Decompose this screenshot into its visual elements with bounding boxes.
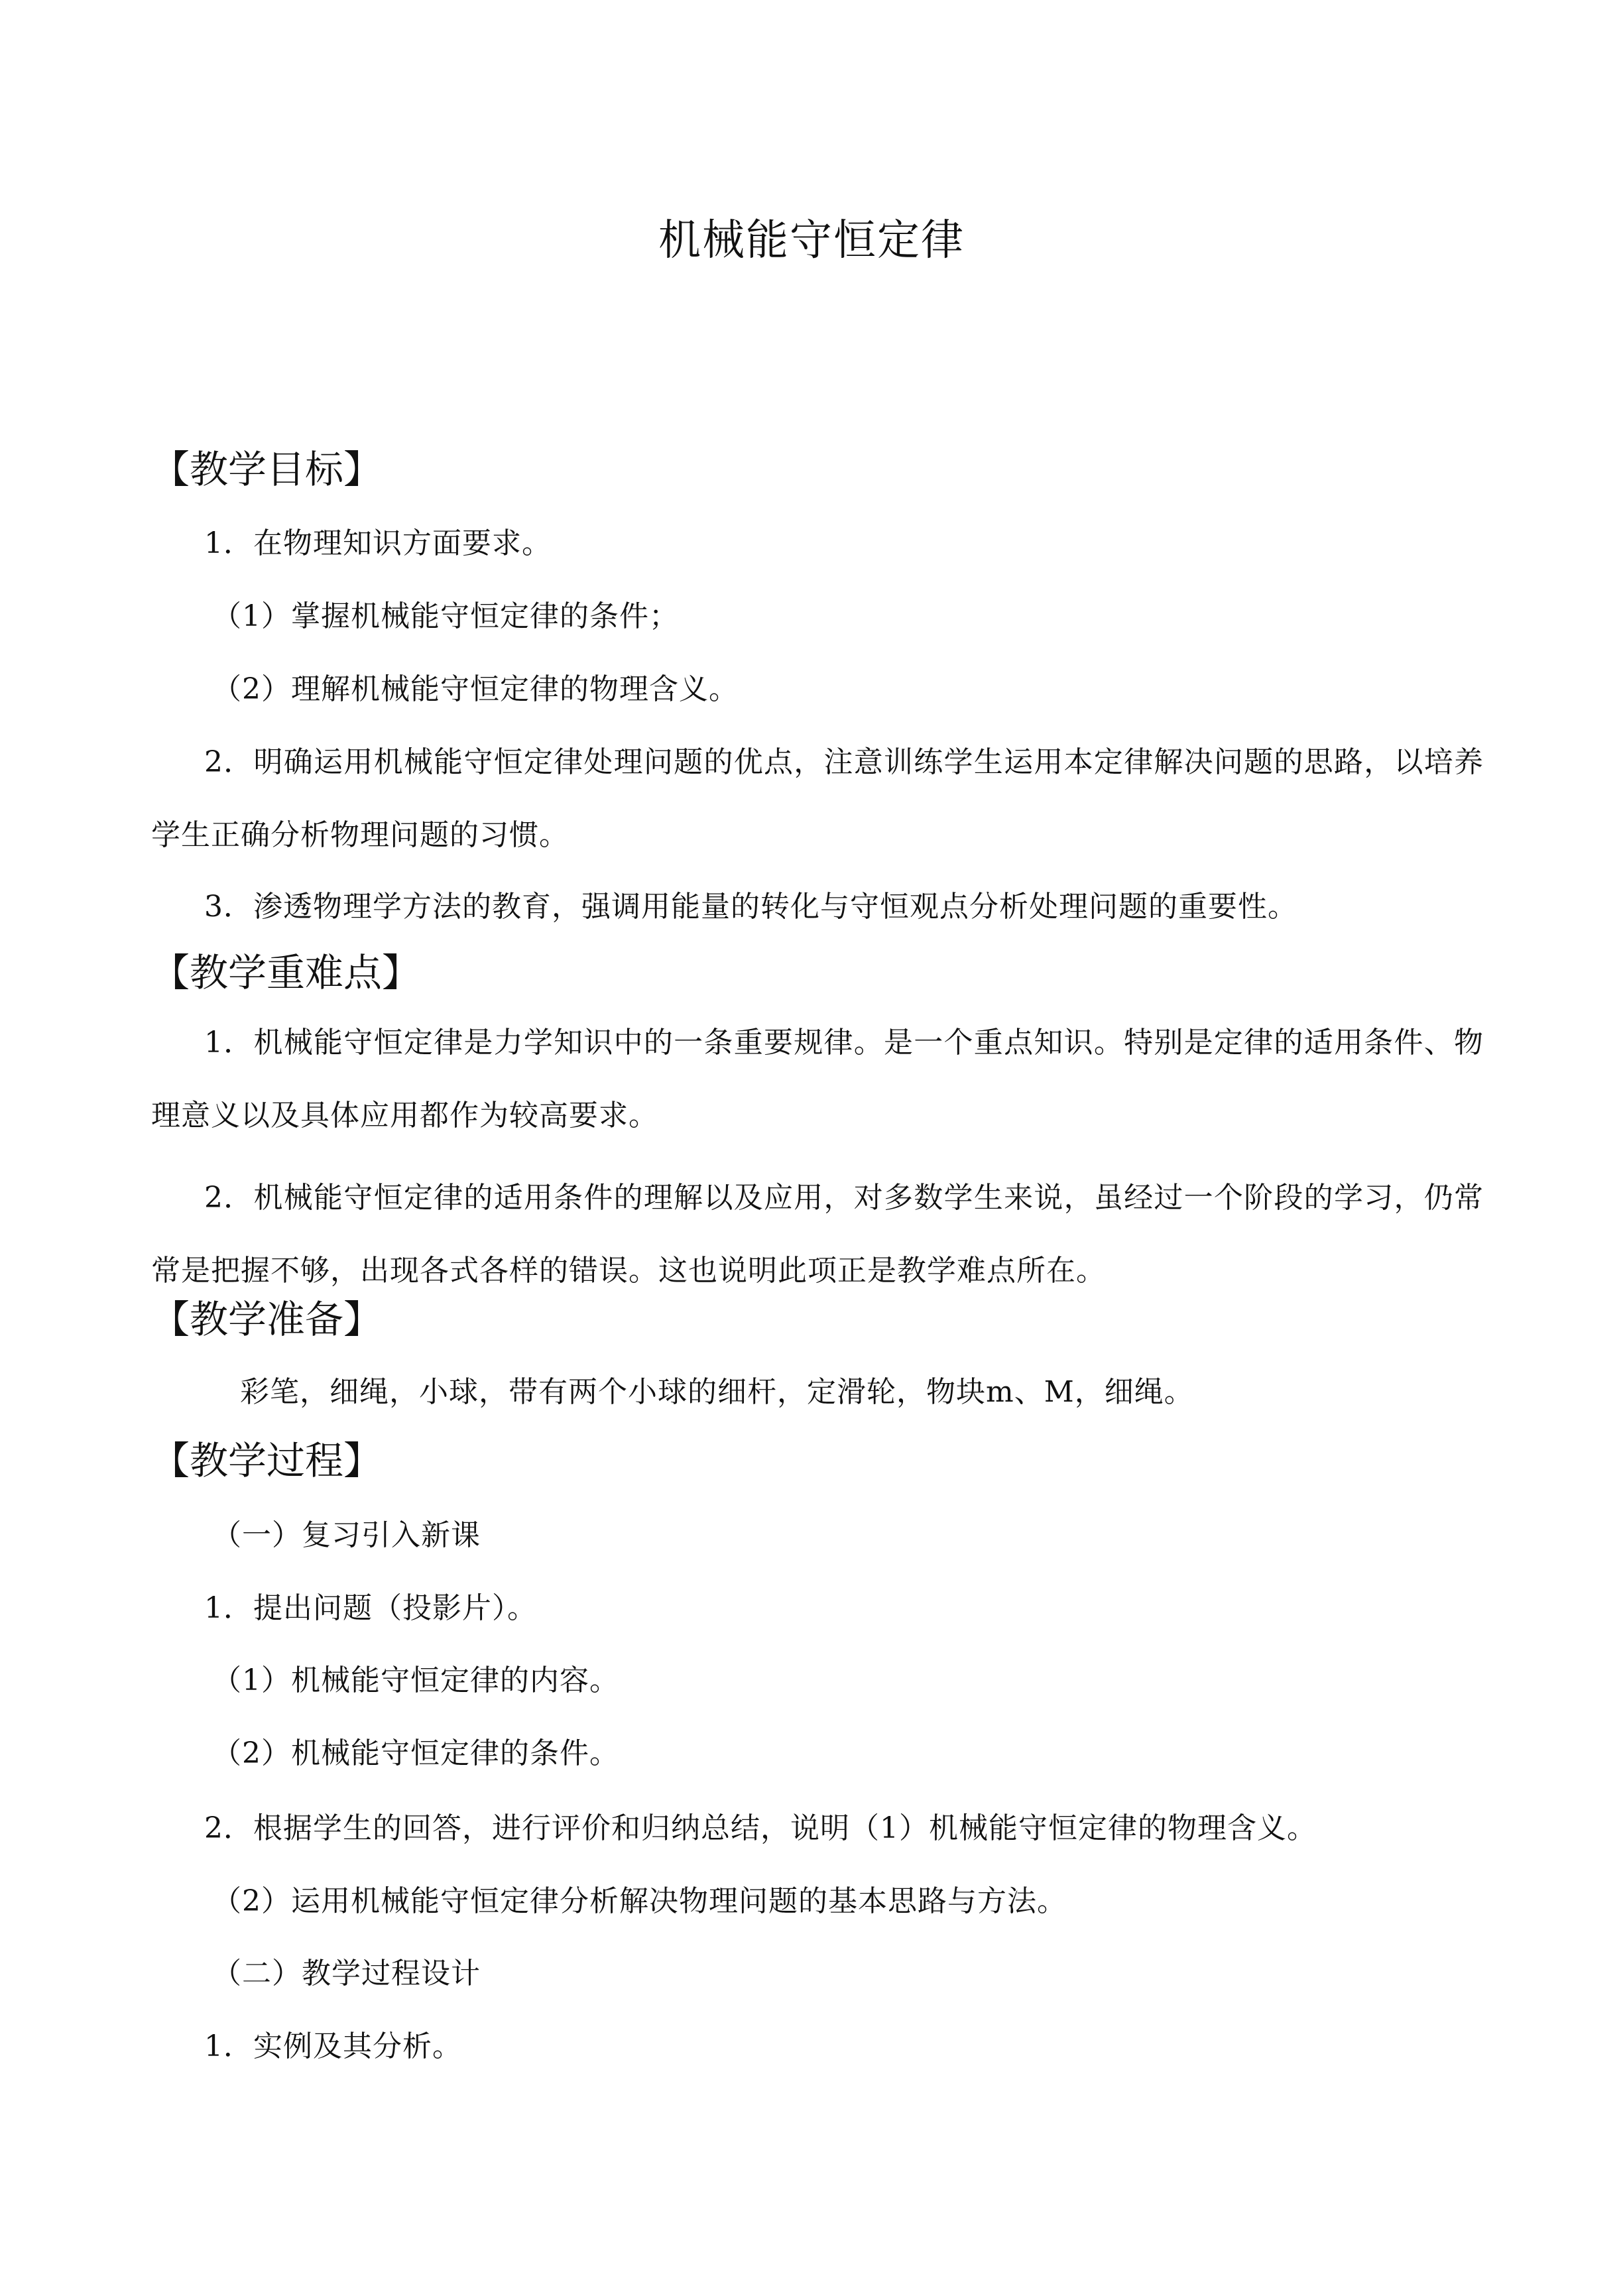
process-item-3: 1．实例及其分析。 xyxy=(204,2029,462,2063)
process-item-2: 2．根据学生的回答，进行评价和归纳总结，说明（1）机械能守恒定律的物理含义。 xyxy=(204,1811,1317,1845)
document-title: 机械能守恒定律 xyxy=(658,216,965,265)
process-item-1a: （1）机械能守恒定律的内容。 xyxy=(212,1663,619,1697)
process-subsection-2: （二）教学过程设计 xyxy=(212,1957,481,1990)
process-item-2a: （2）运用机械能守恒定律分析解决物理问题的基本思路与方法。 xyxy=(212,1884,1067,1918)
section-heading-objectives: 【教学目标】 xyxy=(151,447,383,492)
key-points-item-2: 2．机械能守恒定律的适用条件的理解以及应用，对多数学生来说，虽经过一个阶段的学习，仍常常是把握不够，出现各式各样的错误。这也说明此项正是教学难点所在。 xyxy=(151,1181,1484,1288)
preparation-materials: 彩笔，细绳，小球，带有两个小球的细杆，定滑轮，物块m、M，细绳。 xyxy=(240,1375,1194,1409)
objectives-item-1: 1．在物理知识方面要求。 xyxy=(204,526,552,560)
process-item-1b: （2）机械能守恒定律的条件。 xyxy=(212,1736,619,1770)
process-item-1: 1．提出问题（投影片）。 xyxy=(204,1591,537,1625)
objectives-item-1a: （1）掌握机械能守恒定律的条件； xyxy=(212,599,679,633)
section-heading-process: 【教学过程】 xyxy=(151,1438,383,1483)
objectives-item-1b: （2）理解机械能守恒定律的物理含义。 xyxy=(212,672,739,706)
objectives-item-2: 2．明确运用机械能守恒定律处理问题的优点，注意训练学生运用本定律解决问题的思路，以培养学生正确分析物理问题的习惯。 xyxy=(151,745,1484,852)
section-heading-preparation: 【教学准备】 xyxy=(151,1297,383,1342)
objectives-item-3: 3．渗透物理学方法的教育，强调用能量的转化与守恒观点分析处理问题的重要性。 xyxy=(204,890,1297,924)
section-heading-key-points: 【教学重难点】 xyxy=(151,950,421,995)
process-subsection-1: （一）复习引入新课 xyxy=(212,1518,481,1552)
key-points-item-1: 1．机械能守恒定律是力学知识中的一条重要规律。是一个重点知识。特别是定律的适用条件、物理意义以及具体应用都作为较高要求。 xyxy=(151,1026,1484,1132)
